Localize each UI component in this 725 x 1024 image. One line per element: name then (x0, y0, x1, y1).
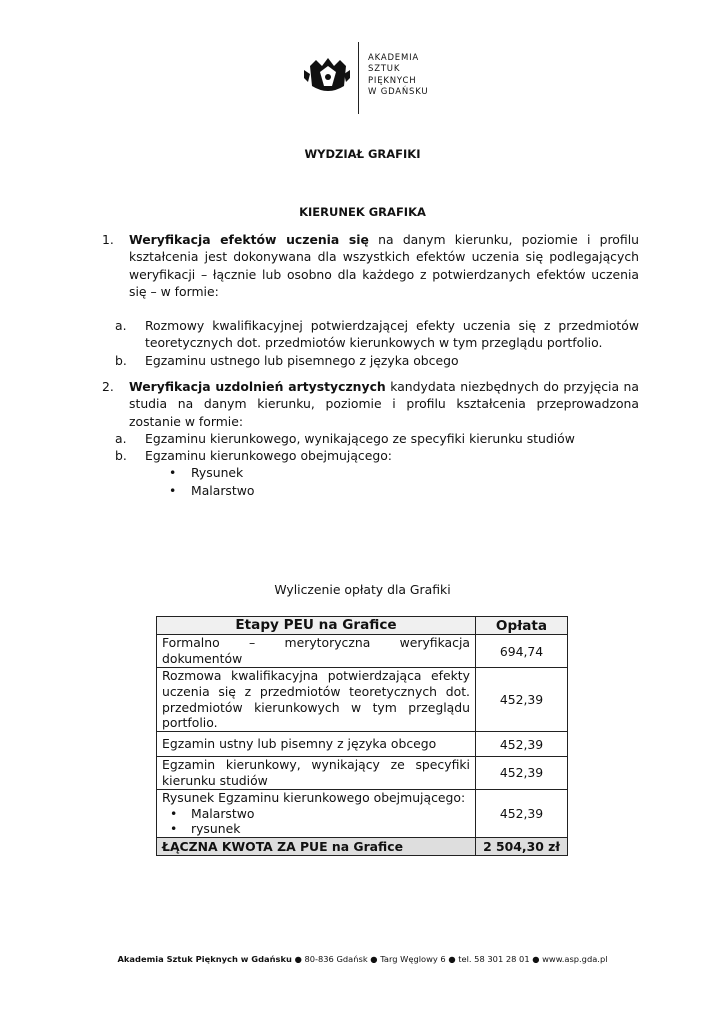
fee-cell: 694,74 (476, 635, 568, 668)
column-header-fee: Opłata (476, 617, 568, 635)
bullet-item: • Rysunek (169, 465, 244, 481)
stage-cell: Rozmowa kwalifikacyjna potwierdzająca efekty uczenia się z przedmiotów teoretycznych dot. przedmiotów kierunkowych w tym przeglądu portfolio. (157, 668, 476, 732)
table-header-row (157, 617, 568, 635)
logo (302, 42, 462, 114)
bullet-separator-icon: ● (294, 954, 302, 964)
footer-street: Targ Węglowy 6 (380, 954, 446, 964)
list-item: a. Rozmowy kwalifikacyjnej potwierdzającej efekty uczenia się z przedmiotów teoretycznych dot. przedmiotów kierunkowych w tym przeglądu portfolio. (115, 318, 639, 351)
section-number: 1. (102, 232, 114, 247)
section-paragraph: Weryfikacja efektów uczenia się na danym kierunku, poziomie i profilu kształcenia jest dokonywana dla wszystkich efektów uczenia się podlegających weryfikacji – łącznie lub osobno dla każdego z potwierdzanych efektów uczenia się – w formie: (129, 232, 639, 299)
footer-postal: 80-836 Gdańsk (304, 954, 368, 964)
stage-cell: Formalno – merytoryczna weryfikacja dokumentów (157, 635, 476, 668)
section-number: 2. (102, 379, 114, 394)
section-artistic-aptitude (102, 378, 639, 499)
table-caption: Wyliczenie opłaty dla Grafiki (274, 582, 451, 597)
major-title: KIERUNEK GRAFIKA (299, 205, 426, 219)
bullet-separator-icon: ● (532, 954, 540, 964)
section-paragraph: Weryfikacja uzdolnień artystycznych kandydata niezbędnych do przyjęcia na studia na danym kierunku, poziomie i profilu kształcenia przeprowadzona zostanie w formie: (129, 379, 639, 429)
total-label: ŁĄCZNA KWOTA ZA PUE na Grafice (157, 838, 476, 856)
fee-table (156, 616, 568, 856)
bullet-icon: • (170, 821, 178, 837)
footer-phone: tel. 58 301 28 01 (458, 954, 530, 964)
bullet-separator-icon: ● (370, 954, 378, 964)
logo-text: AKADEMIA SZTUK PIĘKNYCH W GDAŃSKU (368, 53, 429, 97)
column-header-stage: Etapy PEU na Grafice (157, 617, 476, 635)
bullet-item: • Malarstwo (169, 482, 255, 498)
bullet-item: • Malarstwo (170, 805, 255, 821)
table-row (157, 789, 568, 837)
bullet-icon: • (169, 482, 177, 498)
bullet-icon: • (170, 805, 178, 821)
bullet-item: • rysunek (170, 821, 241, 837)
faculty-title: WYDZIAŁ GRAFIKI (304, 147, 421, 161)
table-row (157, 635, 568, 668)
academy-crest-icon (302, 56, 352, 96)
fee-cell: 452,39 (476, 789, 568, 837)
page-footer (0, 954, 725, 964)
list-item: b. Egzaminu kierunkowego obejmującego: (115, 448, 392, 464)
logo-divider (358, 42, 359, 114)
section-learning-outcomes (102, 231, 639, 369)
footer-website: www.asp.gda.pl (542, 954, 608, 964)
fee-cell: 452,39 (476, 732, 568, 757)
table-row (157, 732, 568, 757)
total-value: 2 504,30 zł (476, 838, 568, 856)
list-item: b. Egzaminu ustnego lub pisemnego z języka obcego (115, 352, 459, 368)
bullet-separator-icon: ● (448, 954, 456, 964)
fee-cell: 452,39 (476, 668, 568, 732)
footer-name: Akademia Sztuk Pięknych w Gdańsku (117, 954, 292, 964)
table-row (157, 668, 568, 732)
table-row (157, 757, 568, 790)
stage-cell: Egzamin kierunkowy, wynikający ze specyfiki kierunku studiów (157, 757, 476, 790)
bullet-icon: • (169, 465, 177, 481)
list-item: a. Egzaminu kierunkowego, wynikającego ze specyfiki kierunku studiów (115, 430, 575, 446)
fee-cell: 452,39 (476, 757, 568, 790)
stage-cell: Rysunek Egzaminu kierunkowego obejmującego: • Malarstwo • rysunek (157, 789, 476, 837)
table-total-row (157, 838, 568, 856)
stage-cell: Egzamin ustny lub pisemny z języka obcego (157, 732, 476, 757)
